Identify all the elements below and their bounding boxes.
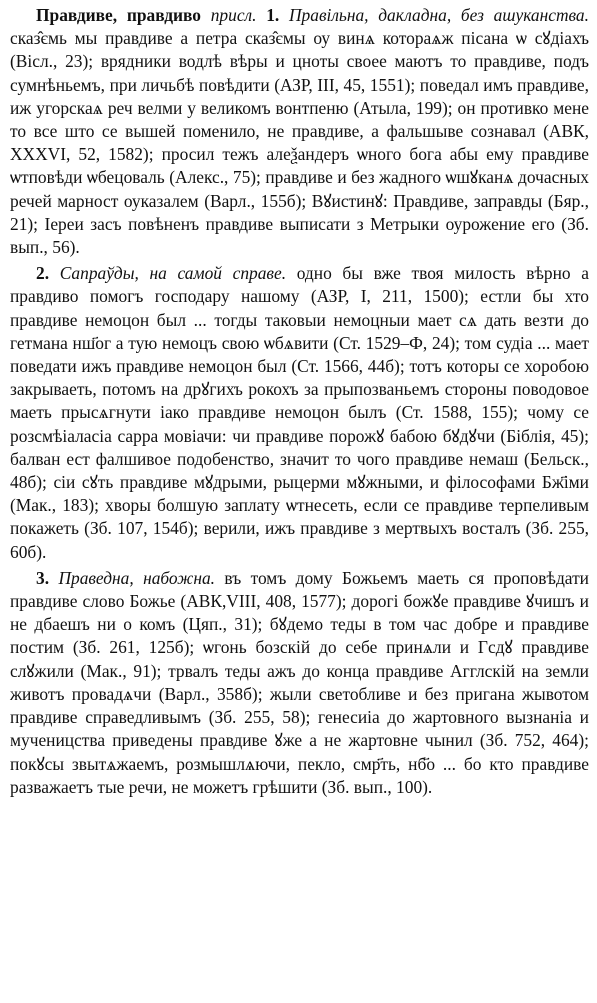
sense-2 <box>10 262 589 564</box>
sense-citations: въ томъ дому Божьемъ маеть ся проповѣдати правдиве слово Божье (АВК,VIII, 408, 1577); дорогі божꙋе правдиве ꙋчишъ и не дбаешъ ни о комъ (Цяп., 31); бꙋдемо теды в том час добре и правдиве постим (Зб. 261, 125б); ѡгонь бозскій до себе принѧли и Гсдꙋ правдиве слꙋжили (Мак., 91); трвалъ теды ажъ до конца правдиве Агглскій на земли животъ провадѧчи (Варл., 358б); жыли светобливе и без пригана жывотом правдиве справедливымъ (Зб. 255, 58); генесиіа до жартовного вызнаніа и мученицства приведены правдиве ꙋже а не жартовне чынил (Зб. 752, 464); покꙋсы звытѧжаемъ, розмышлѧючи, пекло, смр҃ть, нб҃о ... бо кто правдиве разважаетъ тые речи, не можетъ грѣшити (Зб. вып., 100). <box>10 567 589 797</box>
sense-number: 1. <box>266 5 280 25</box>
sense-gloss: Правільна, дакладна, без ашуканства. <box>289 5 589 25</box>
sense-number: 3. <box>36 567 50 588</box>
sense-1 <box>10 4 589 259</box>
sense-citations: одно бы вже твоя милость вѣрно а правдиво помогъ господару нашому (АЗР, І, 211, 1500); естли бы хто правдиве немоцон был ... тогды таковыи немоцныи мает сѧ дать везти до гетмана нш҃ог а тую немоцъ свою ѡбѧвити (Ст. 1529–Ф, 24); том судіа ... мает поведати ижъ правдиве немоцон был (Ст. 1566, 44б); тотъ которы се хоробою закрываеть, потомъ на дрꙋгихъ рокохъ за прыпозваньемъ стороны поводовое маеть прысѧгнути іако правдиве немоцон былъ (Ст. 1588, 155); чому се розсмѣіаласіа сарра мовіачи: чи правдиве порожꙋ бабою бꙋдꙋчи (Біблія, 45); балван ест фалшивое подобенство, значит то чого правдиве немаш (Бельск., 48б); сіи сꙋть правдиве мꙋдрыми, рыцерми мꙋжными, и філософами Бж҃іми (Мак., 183); хворы болшую заплату ѡтнесеть, если се правдиве терпеливым покажеть (Зб. 107, 154б); верили, ижъ правдиве з мертвыхъ восталъ (Зб. 255, 60б). <box>10 263 589 562</box>
headword: Правдиве, правдиво <box>36 5 201 25</box>
sense-number: 2. <box>36 263 50 284</box>
sense-gloss: Сапраўды, на самой справе. <box>59 263 287 284</box>
sense-citations: сказ̂ємь мы правдиве а петра сказ̂ємы оу винѧ котораѧж пісана ѡ сꙋдіахъ (Вісл., 23); врядники водлѣ вѣры и цноты своее маютъ то правдиве, подъ сумнѣньемъ, при личьбѣ повѣдити (АЗР, III, 45, 1551); поведал имъ правдиве, иж угорскаѧ реч велми у великомъ вонтпеню (Атыла, 199); он противко мене то все што се вышей поменило, не правдиве, а фальшыве сознавал (АВК, XXXVI, 52, 1582); просил тежъ алеѯандеръ ѡного бога абы ему правдиве ѡтповѣди ѡбецоваль (Алекс., 75); правдиве и без жадного ѡшꙋканѧ дочасных речей марност оуказалем (Варл., 155б); Вꙋистинꙋ: Правдиве, заправды (Бяр., 21); Іереи засъ повѣненъ правдиве выписати з Метрыки оурожение его (Зб. вып., 56). <box>10 28 589 258</box>
sense-3 <box>10 567 589 799</box>
sense-gloss: Праведна, набожна. <box>58 567 216 588</box>
part-of-speech: присл. <box>210 5 257 25</box>
